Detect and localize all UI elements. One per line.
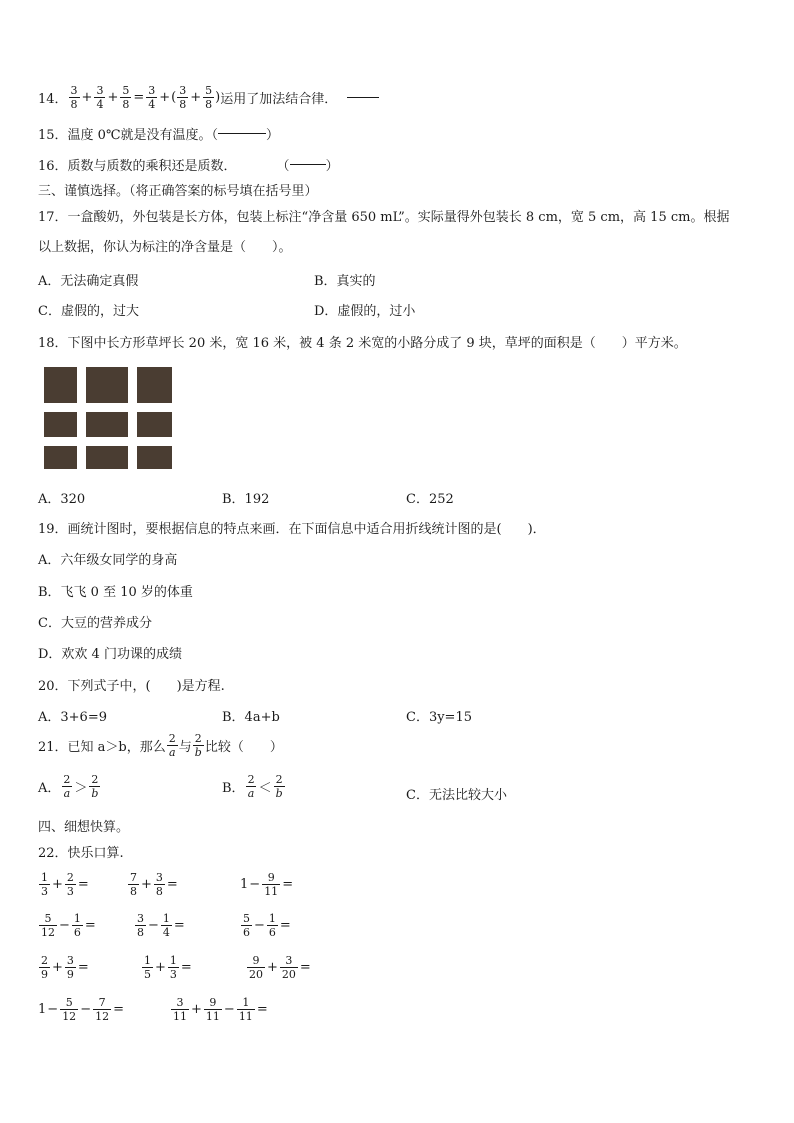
fraction	[167, 733, 178, 758]
fraction	[60, 997, 78, 1022]
question-21	[38, 733, 283, 758]
option-a[interactable]: A．320	[38, 492, 86, 507]
numerator: 3	[179, 84, 187, 97]
fraction	[146, 85, 157, 110]
denominator: 12	[95, 1010, 110, 1023]
fraction	[246, 774, 257, 799]
denominator: 8	[130, 885, 137, 898]
fraction	[89, 774, 100, 799]
option-b[interactable]: B．真实的	[314, 274, 376, 289]
denominator: 12	[62, 1010, 77, 1023]
math-symbol: −	[47, 1002, 59, 1017]
numerator: 1	[41, 871, 48, 884]
denominator: 11	[238, 1010, 253, 1023]
question-20: 20．下列式子中，( )是方程.	[38, 679, 225, 694]
denominator: 8	[155, 885, 163, 898]
denominator: 11	[264, 885, 279, 898]
question-text: 与	[178, 740, 192, 755]
question-text: 15．温度 0℃就是没有温度。（	[38, 128, 218, 143]
fraction	[154, 872, 165, 897]
path-horizontal-2	[44, 437, 172, 446]
paren-close: ）	[266, 128, 280, 143]
fraction	[262, 872, 280, 897]
denominator: 5	[144, 968, 151, 981]
question-17-line2: 以上数据，你认为标注的净含量是（ ）。	[38, 240, 292, 255]
option-c[interactable]: C．3y=15	[406, 710, 472, 725]
denominator: 4	[96, 98, 104, 111]
paren-close: )	[215, 90, 221, 105]
fraction	[203, 85, 214, 110]
numerator: 5	[243, 912, 250, 925]
question-text: 21．已知 a＞b，那么	[38, 740, 166, 755]
option-b[interactable]: B．192	[222, 492, 270, 507]
greater-than-sign: ＞	[74, 781, 88, 796]
fraction	[135, 913, 146, 938]
numerator: 3	[96, 84, 104, 97]
denominator: 3	[66, 885, 74, 898]
math-symbol: −	[249, 877, 261, 892]
option-a[interactable]	[38, 774, 101, 799]
denominator: 11	[205, 1010, 220, 1023]
option-label: B．	[222, 781, 245, 796]
numerator: 2	[91, 773, 99, 786]
fraction	[142, 955, 153, 980]
numerator: 1	[73, 912, 81, 925]
option-b[interactable]	[222, 774, 286, 799]
question-text: 16．质数与质数的乘积还是质数．	[38, 159, 237, 174]
numerator: 3	[155, 871, 163, 884]
fraction	[247, 955, 265, 980]
question-22: 22．快乐口算.	[38, 846, 124, 861]
denominator: 8	[70, 98, 78, 111]
fraction	[267, 913, 278, 938]
question-text: 运用了加法结合律．	[220, 92, 338, 107]
denominator: 6	[73, 926, 81, 939]
denominator: 9	[66, 968, 74, 981]
denominator: 4	[162, 926, 170, 939]
plus-sign: +	[190, 90, 202, 105]
denominator: 8	[205, 98, 213, 111]
equals-sign: =	[133, 90, 145, 105]
mental-math-item	[127, 872, 179, 897]
question-18: 18．下图中长方形草坪长 20 米，宽 16 米，被 4 条 2 米宽的小路分成了 9 块，草坪的面积是（ ）平方米。	[38, 336, 687, 351]
numerator: 2	[194, 732, 202, 745]
fraction	[237, 997, 255, 1022]
section-heading-4: 四、细想快算。	[38, 820, 130, 835]
question-16	[38, 155, 339, 174]
path-vertical-2	[128, 367, 137, 469]
question-number: 14．	[38, 92, 68, 107]
mental-math-item	[38, 913, 97, 938]
fraction	[65, 872, 76, 897]
fraction	[39, 872, 50, 897]
math-symbol: =	[279, 918, 291, 933]
option-c[interactable]: C．大豆的营养成分	[38, 616, 152, 631]
numerator: 9	[209, 996, 217, 1009]
math-symbol: =	[180, 960, 192, 975]
fraction	[171, 997, 189, 1022]
math-symbol: −	[59, 918, 70, 933]
question-19: 19．画统计图时，要根据信息的特点来画．在下面信息中适合用折线统计图的是( )．	[38, 522, 546, 537]
math-symbol: =	[166, 877, 178, 892]
mental-math-item	[38, 955, 90, 980]
question-15	[38, 124, 279, 143]
math-symbol: +	[141, 877, 152, 892]
mental-math-item	[141, 955, 193, 980]
less-than-sign: ＜	[258, 781, 272, 796]
paren-close: ）	[325, 159, 339, 174]
numerator: 7	[130, 871, 137, 884]
denominator: 8	[179, 98, 187, 111]
mental-math-item	[38, 997, 125, 1022]
option-d[interactable]: D．欢欢 4 门功课的成绩	[38, 647, 182, 662]
math-symbol: =	[299, 960, 311, 975]
denominator: 8	[137, 926, 144, 939]
numerator: 3	[70, 84, 78, 97]
numerator: 1	[169, 954, 177, 967]
denominator: b	[91, 787, 99, 800]
denominator: 9	[41, 968, 48, 981]
math-symbol: −	[148, 918, 159, 933]
fraction	[241, 913, 252, 938]
math-symbol: +	[191, 1002, 202, 1017]
denominator: a	[168, 746, 176, 759]
numerator: 2	[41, 954, 48, 967]
math-symbol: +	[267, 960, 278, 975]
numerator: 5	[122, 84, 130, 97]
fraction	[93, 997, 111, 1022]
math-symbol: =	[77, 960, 89, 975]
fraction	[39, 913, 57, 938]
numerator: 9	[252, 954, 260, 967]
numerator: 3	[148, 84, 156, 97]
numerator: 3	[137, 912, 144, 925]
denominator: 3	[169, 968, 177, 981]
path-vertical-1	[77, 367, 86, 469]
fraction	[161, 913, 172, 938]
denominator: 11	[173, 1010, 187, 1023]
option-b[interactable]: B．飞飞 0 至 10 岁的体重	[38, 585, 193, 600]
answer-blank[interactable]	[290, 164, 326, 165]
math-symbol: 1	[38, 1002, 47, 1017]
math-symbol: −	[223, 1002, 235, 1017]
math-symbol: =	[113, 1002, 124, 1017]
numerator: 2	[66, 871, 74, 884]
math-symbol: =	[282, 877, 294, 892]
math-symbol: +	[155, 960, 166, 975]
denominator: 6	[268, 926, 276, 939]
fraction	[204, 997, 222, 1022]
lawn-rect	[44, 367, 172, 469]
math-symbol: =	[77, 877, 89, 892]
numerator: 5	[44, 912, 52, 925]
denominator: 12	[41, 926, 55, 939]
numerator: 7	[98, 996, 106, 1009]
fraction	[280, 955, 298, 980]
mental-math-item	[170, 997, 269, 1022]
fraction	[61, 774, 72, 799]
denominator: b	[275, 787, 283, 800]
fraction	[128, 872, 139, 897]
denominator: 3	[41, 885, 48, 898]
numerator: 5	[65, 996, 73, 1009]
math-symbol: −	[254, 918, 265, 933]
answer-blank[interactable]	[347, 97, 379, 98]
option-a[interactable]: A．六年级女同学的身高	[38, 553, 178, 568]
denominator: 6	[243, 926, 250, 939]
numerator: 3	[66, 954, 74, 967]
numerator: 1	[242, 996, 250, 1009]
paren-open: （	[276, 159, 290, 174]
option-c[interactable]: C．无法比较大小	[406, 788, 507, 803]
mental-math-item	[240, 872, 294, 897]
plus-sign: +	[107, 90, 119, 105]
numerator: 2	[275, 773, 283, 786]
numerator: 2	[63, 773, 71, 786]
math-symbol: =	[256, 1002, 268, 1017]
option-a[interactable]: A．无法确定真假	[38, 274, 139, 289]
question-14	[38, 85, 379, 110]
denominator: 4	[148, 98, 156, 111]
section-heading-3: 三、谨慎选择。（将正确答案的标号填在括号里）	[38, 184, 318, 199]
option-c[interactable]: C．252	[406, 492, 454, 507]
numerator: 3	[176, 996, 184, 1009]
option-label: A．	[38, 781, 61, 796]
mental-math-item	[38, 872, 90, 897]
lawn-paths-figure	[44, 367, 172, 469]
fraction	[274, 774, 285, 799]
mental-math-item	[240, 913, 292, 938]
denominator: b	[194, 746, 202, 759]
mental-math-item	[134, 913, 186, 938]
fraction	[193, 733, 204, 758]
denominator: 20	[281, 968, 296, 981]
plus-sign: +	[159, 90, 171, 105]
option-c[interactable]: C．虚假的，过大	[38, 304, 139, 319]
fraction	[177, 85, 188, 110]
numerator: 1	[144, 954, 151, 967]
denominator: a	[247, 787, 255, 800]
fraction	[69, 85, 80, 110]
denominator: 20	[249, 968, 263, 981]
fraction	[120, 85, 131, 110]
path-horizontal-1	[44, 403, 172, 412]
numerator: 1	[162, 912, 170, 925]
option-b[interactable]: B．4a+b	[222, 710, 280, 725]
math-symbol: 1	[240, 877, 249, 892]
denominator: 8	[122, 98, 130, 111]
fraction	[94, 85, 105, 110]
math-symbol: =	[173, 918, 185, 933]
mental-math-item	[246, 955, 312, 980]
math-symbol: −	[80, 1002, 92, 1017]
question-17-line1: 17．一盒酸奶，外包装是长方体，包装上标注“净含量 650 mL”。实际量得外包装长 8 cm，宽 5 cm，高 15 cm。根据	[38, 210, 730, 225]
numerator: 2	[168, 732, 176, 745]
option-a[interactable]: A．3+6=9	[38, 710, 107, 725]
option-d[interactable]: D．虚假的，过小	[314, 304, 416, 319]
numerator: 9	[267, 871, 275, 884]
fraction	[39, 955, 50, 980]
math-symbol: +	[52, 960, 63, 975]
numerator: 3	[285, 954, 293, 967]
fraction	[65, 955, 76, 980]
numerator: 1	[268, 912, 276, 925]
math-symbol: =	[84, 918, 96, 933]
numerator: 5	[205, 84, 213, 97]
plus-sign: +	[81, 90, 93, 105]
question-text: 比较（ ）	[204, 740, 283, 755]
numerator: 2	[247, 773, 255, 786]
fraction	[72, 913, 83, 938]
denominator: a	[63, 787, 71, 800]
fraction	[168, 955, 179, 980]
paren-open: (	[171, 90, 177, 105]
math-symbol: +	[52, 877, 63, 892]
answer-blank[interactable]	[218, 133, 266, 134]
